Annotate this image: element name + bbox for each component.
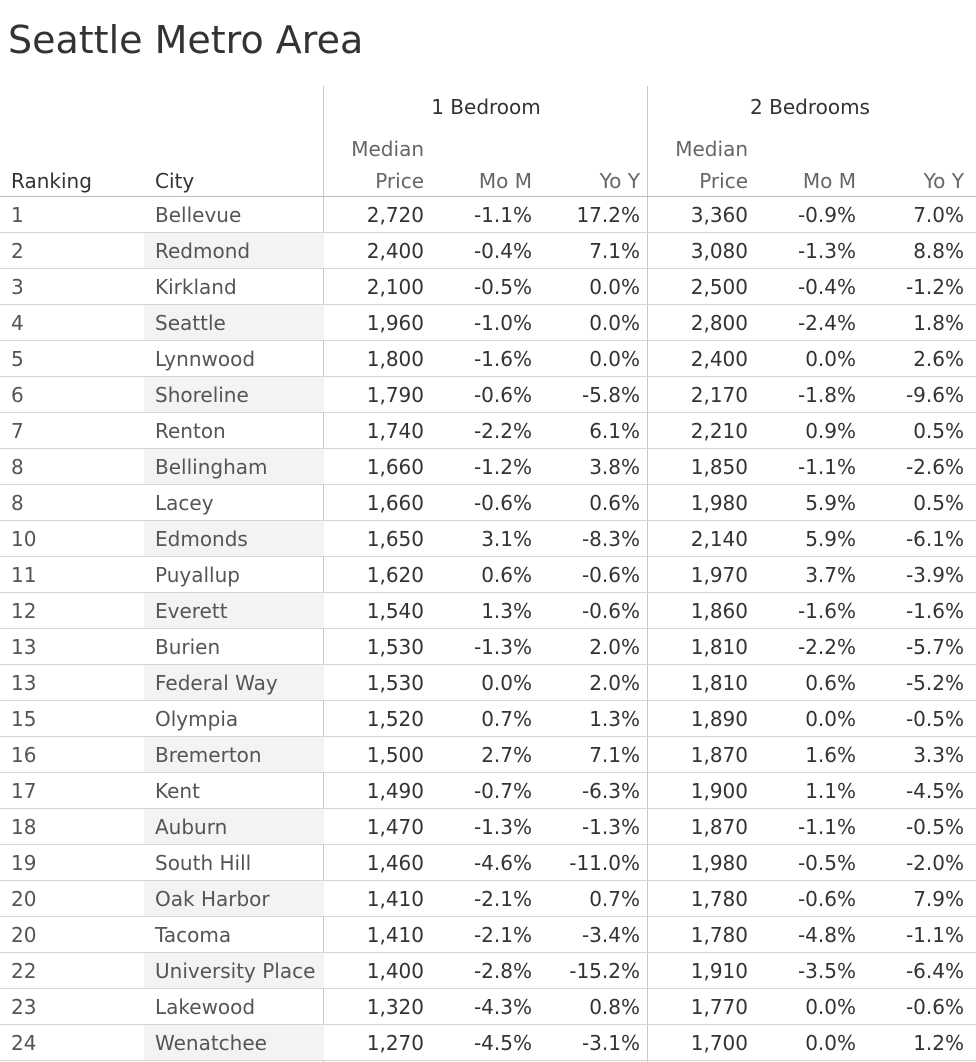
table-row bbox=[0, 341, 976, 377]
median-2bed-cell: 1,890 bbox=[690, 707, 748, 731]
city-cell: Bellevue bbox=[155, 203, 242, 227]
median-2bed-cell: 1,970 bbox=[690, 563, 748, 587]
city-cell: Olympia bbox=[155, 707, 239, 731]
ranking-cell: 3 bbox=[11, 275, 24, 299]
yoy-2bed-cell: -5.2% bbox=[905, 671, 964, 695]
mom-2bed-cell: -0.4% bbox=[797, 275, 856, 299]
median-1bed-cell: 1,270 bbox=[366, 1031, 424, 1055]
ranking-cell: 8 bbox=[11, 491, 24, 515]
mom-1bed-cell: -0.6% bbox=[473, 491, 532, 515]
table-row bbox=[0, 701, 976, 737]
median-2bed-cell: 1,810 bbox=[690, 635, 748, 659]
table-row bbox=[0, 233, 976, 269]
city-cell: Edmonds bbox=[155, 527, 248, 551]
ranking-cell: 5 bbox=[11, 347, 24, 371]
ranking-cell: 13 bbox=[11, 635, 37, 659]
header-city: City bbox=[155, 169, 195, 193]
mom-2bed-cell: 0.0% bbox=[805, 995, 856, 1019]
yoy-2bed-cell: 1.2% bbox=[913, 1031, 964, 1055]
ranking-cell: 24 bbox=[11, 1031, 37, 1055]
median-2bed-cell: 1,870 bbox=[690, 743, 748, 767]
mom-2bed-cell: -1.3% bbox=[797, 239, 856, 263]
mom-1bed-cell: 0.0% bbox=[481, 671, 532, 695]
table-row bbox=[0, 593, 976, 629]
yoy-2bed-cell: -4.5% bbox=[905, 779, 964, 803]
header-1bed-yoy: Yo Y bbox=[599, 169, 640, 193]
mom-2bed-cell: 0.0% bbox=[805, 347, 856, 371]
mom-1bed-cell: -2.1% bbox=[473, 887, 532, 911]
ranking-cell: 23 bbox=[11, 995, 37, 1019]
mom-1bed-cell: -4.3% bbox=[473, 995, 532, 1019]
city-cell: University Place bbox=[155, 959, 316, 983]
header-2bed-yoy: Yo Y bbox=[923, 169, 964, 193]
yoy-1bed-cell: 17.2% bbox=[576, 203, 640, 227]
ranking-cell: 12 bbox=[11, 599, 37, 623]
table-row bbox=[0, 989, 976, 1025]
yoy-1bed-cell: 6.1% bbox=[589, 419, 640, 443]
header-2bed-median-line2: Price bbox=[699, 169, 748, 193]
yoy-1bed-cell: -8.3% bbox=[581, 527, 640, 551]
city-cell: Bellingham bbox=[155, 455, 268, 479]
mom-2bed-cell: -1.1% bbox=[797, 455, 856, 479]
yoy-1bed-cell: 0.8% bbox=[589, 995, 640, 1019]
median-2bed-cell: 3,360 bbox=[690, 203, 748, 227]
ranking-cell: 10 bbox=[11, 527, 37, 551]
median-2bed-cell: 2,800 bbox=[690, 311, 748, 335]
mom-1bed-cell: -2.8% bbox=[473, 959, 532, 983]
yoy-1bed-cell: 2.0% bbox=[589, 671, 640, 695]
table-row bbox=[0, 629, 976, 665]
city-cell: Auburn bbox=[155, 815, 228, 839]
median-1bed-cell: 1,490 bbox=[366, 779, 424, 803]
mom-2bed-cell: -1.6% bbox=[797, 599, 856, 623]
city-cell: Shoreline bbox=[155, 383, 249, 407]
mom-2bed-cell: 5.9% bbox=[805, 527, 856, 551]
city-cell: Seattle bbox=[155, 311, 226, 335]
median-2bed-cell: 2,400 bbox=[690, 347, 748, 371]
header-ranking: Ranking bbox=[11, 169, 92, 193]
table-row bbox=[0, 485, 976, 521]
median-2bed-cell: 2,170 bbox=[690, 383, 748, 407]
city-cell: Kirkland bbox=[155, 275, 237, 299]
city-cell: Kent bbox=[155, 779, 200, 803]
median-1bed-cell: 1,460 bbox=[366, 851, 424, 875]
rent-table bbox=[0, 86, 976, 1062]
yoy-1bed-cell: 3.8% bbox=[589, 455, 640, 479]
median-1bed-cell: 1,400 bbox=[366, 959, 424, 983]
ranking-cell: 18 bbox=[11, 815, 37, 839]
median-1bed-cell: 2,400 bbox=[366, 239, 424, 263]
table-row bbox=[0, 305, 976, 341]
table-row bbox=[0, 845, 976, 881]
ranking-cell: 4 bbox=[11, 311, 24, 335]
mom-1bed-cell: 1.3% bbox=[481, 599, 532, 623]
mom-2bed-cell: -0.6% bbox=[797, 887, 856, 911]
table-row bbox=[0, 881, 976, 917]
median-1bed-cell: 1,530 bbox=[366, 671, 424, 695]
yoy-1bed-cell: 0.0% bbox=[589, 347, 640, 371]
city-cell: Lakewood bbox=[155, 995, 256, 1019]
city-cell: Federal Way bbox=[155, 671, 278, 695]
table-row bbox=[0, 917, 976, 953]
yoy-1bed-cell: -3.1% bbox=[581, 1031, 640, 1055]
mom-1bed-cell: -4.5% bbox=[473, 1031, 532, 1055]
mom-1bed-cell: -1.0% bbox=[473, 311, 532, 335]
table-row bbox=[0, 413, 976, 449]
yoy-1bed-cell: 0.7% bbox=[589, 887, 640, 911]
yoy-1bed-cell: 0.0% bbox=[589, 275, 640, 299]
mom-2bed-cell: -0.5% bbox=[797, 851, 856, 875]
header-1bed-median-line2: Price bbox=[375, 169, 424, 193]
yoy-2bed-cell: -6.4% bbox=[905, 959, 964, 983]
header-2bed-mom: Mo M bbox=[802, 169, 856, 193]
row-rule bbox=[0, 1060, 976, 1061]
median-2bed-cell: 1,870 bbox=[690, 815, 748, 839]
yoy-1bed-cell: 1.3% bbox=[589, 707, 640, 731]
median-2bed-cell: 2,140 bbox=[690, 527, 748, 551]
yoy-2bed-cell: -0.5% bbox=[905, 707, 964, 731]
ranking-cell: 15 bbox=[11, 707, 37, 731]
mom-2bed-cell: 1.6% bbox=[805, 743, 856, 767]
city-cell: Puyallup bbox=[155, 563, 240, 587]
ranking-cell: 11 bbox=[11, 563, 37, 587]
mom-1bed-cell: 0.6% bbox=[481, 563, 532, 587]
median-2bed-cell: 1,700 bbox=[690, 1031, 748, 1055]
mom-2bed-cell: -2.4% bbox=[797, 311, 856, 335]
header-2bed-median-line1: Median bbox=[675, 137, 748, 161]
mom-2bed-cell: 3.7% bbox=[805, 563, 856, 587]
table-row bbox=[0, 665, 976, 701]
median-1bed-cell: 1,650 bbox=[366, 527, 424, 551]
yoy-1bed-cell: -0.6% bbox=[581, 563, 640, 587]
table-row bbox=[0, 197, 976, 233]
median-1bed-cell: 1,800 bbox=[366, 347, 424, 371]
median-1bed-cell: 1,410 bbox=[366, 923, 424, 947]
mom-2bed-cell: 5.9% bbox=[805, 491, 856, 515]
table-row bbox=[0, 449, 976, 485]
city-cell: Everett bbox=[155, 599, 228, 623]
yoy-1bed-cell: 0.6% bbox=[589, 491, 640, 515]
median-2bed-cell: 1,860 bbox=[690, 599, 748, 623]
yoy-2bed-cell: 8.8% bbox=[913, 239, 964, 263]
mom-2bed-cell: -3.5% bbox=[797, 959, 856, 983]
yoy-2bed-cell: -9.6% bbox=[905, 383, 964, 407]
yoy-1bed-cell: 7.1% bbox=[589, 239, 640, 263]
table-row bbox=[0, 521, 976, 557]
yoy-2bed-cell: -1.1% bbox=[905, 923, 964, 947]
mom-2bed-cell: 0.6% bbox=[805, 671, 856, 695]
yoy-2bed-cell: 7.9% bbox=[913, 887, 964, 911]
median-2bed-cell: 1,780 bbox=[690, 887, 748, 911]
median-1bed-cell: 1,410 bbox=[366, 887, 424, 911]
city-cell: Lacey bbox=[155, 491, 214, 515]
mom-2bed-cell: -4.8% bbox=[797, 923, 856, 947]
city-cell: South Hill bbox=[155, 851, 252, 875]
yoy-2bed-cell: -0.6% bbox=[905, 995, 964, 1019]
median-1bed-cell: 2,720 bbox=[366, 203, 424, 227]
yoy-2bed-cell: -6.1% bbox=[905, 527, 964, 551]
mom-2bed-cell: -2.2% bbox=[797, 635, 856, 659]
ranking-cell: 19 bbox=[11, 851, 37, 875]
header-1bed-median-line1: Median bbox=[351, 137, 424, 161]
group-header-2-bedrooms: 2 Bedrooms bbox=[750, 95, 870, 119]
ranking-cell: 6 bbox=[11, 383, 24, 407]
mom-1bed-cell: -1.3% bbox=[473, 815, 532, 839]
median-1bed-cell: 1,960 bbox=[366, 311, 424, 335]
ranking-cell: 2 bbox=[11, 239, 24, 263]
yoy-1bed-cell: -1.3% bbox=[581, 815, 640, 839]
median-1bed-cell: 1,470 bbox=[366, 815, 424, 839]
mom-1bed-cell: -0.6% bbox=[473, 383, 532, 407]
table-row bbox=[0, 377, 976, 413]
ranking-cell: 1 bbox=[11, 203, 24, 227]
city-cell: Wenatchee bbox=[155, 1031, 267, 1055]
yoy-2bed-cell: -2.0% bbox=[905, 851, 964, 875]
median-1bed-cell: 2,100 bbox=[366, 275, 424, 299]
yoy-2bed-cell: -3.9% bbox=[905, 563, 964, 587]
city-cell: Redmond bbox=[155, 239, 251, 263]
city-cell: Burien bbox=[155, 635, 221, 659]
mom-1bed-cell: 3.1% bbox=[481, 527, 532, 551]
mom-1bed-cell: -1.2% bbox=[473, 455, 532, 479]
median-1bed-cell: 1,530 bbox=[366, 635, 424, 659]
ranking-cell: 16 bbox=[11, 743, 37, 767]
table-row bbox=[0, 773, 976, 809]
city-cell: Lynnwood bbox=[155, 347, 256, 371]
header-1bed-mom: Mo M bbox=[478, 169, 532, 193]
city-cell: Bremerton bbox=[155, 743, 262, 767]
median-1bed-cell: 1,790 bbox=[366, 383, 424, 407]
yoy-1bed-cell: 2.0% bbox=[589, 635, 640, 659]
yoy-2bed-cell: 2.6% bbox=[913, 347, 964, 371]
mom-2bed-cell: -1.8% bbox=[797, 383, 856, 407]
mom-2bed-cell: 0.9% bbox=[805, 419, 856, 443]
mom-1bed-cell: -2.2% bbox=[473, 419, 532, 443]
mom-1bed-cell: -2.1% bbox=[473, 923, 532, 947]
yoy-2bed-cell: -2.6% bbox=[905, 455, 964, 479]
mom-1bed-cell: 0.7% bbox=[481, 707, 532, 731]
ranking-cell: 13 bbox=[11, 671, 37, 695]
yoy-2bed-cell: -0.5% bbox=[905, 815, 964, 839]
median-2bed-cell: 1,810 bbox=[690, 671, 748, 695]
ranking-cell: 20 bbox=[11, 887, 37, 911]
median-1bed-cell: 1,740 bbox=[366, 419, 424, 443]
median-2bed-cell: 1,980 bbox=[690, 491, 748, 515]
mom-2bed-cell: 0.0% bbox=[805, 707, 856, 731]
median-2bed-cell: 1,900 bbox=[690, 779, 748, 803]
ranking-cell: 7 bbox=[11, 419, 24, 443]
city-cell: Tacoma bbox=[155, 923, 232, 947]
ranking-cell: 17 bbox=[11, 779, 37, 803]
yoy-2bed-cell: 0.5% bbox=[913, 419, 964, 443]
table-row bbox=[0, 557, 976, 593]
mom-1bed-cell: -1.3% bbox=[473, 635, 532, 659]
median-2bed-cell: 1,770 bbox=[690, 995, 748, 1019]
mom-1bed-cell: 2.7% bbox=[481, 743, 532, 767]
table-row bbox=[0, 1025, 976, 1061]
median-1bed-cell: 1,500 bbox=[366, 743, 424, 767]
yoy-2bed-cell: 3.3% bbox=[913, 743, 964, 767]
mom-2bed-cell: -0.9% bbox=[797, 203, 856, 227]
ranking-cell: 22 bbox=[11, 959, 37, 983]
median-1bed-cell: 1,660 bbox=[366, 491, 424, 515]
mom-1bed-cell: -0.5% bbox=[473, 275, 532, 299]
table-row bbox=[0, 269, 976, 305]
table-row bbox=[0, 809, 976, 845]
mom-1bed-cell: -1.6% bbox=[473, 347, 532, 371]
yoy-1bed-cell: -15.2% bbox=[569, 959, 640, 983]
yoy-2bed-cell: 0.5% bbox=[913, 491, 964, 515]
median-2bed-cell: 1,910 bbox=[690, 959, 748, 983]
median-2bed-cell: 3,080 bbox=[690, 239, 748, 263]
yoy-1bed-cell: -11.0% bbox=[569, 851, 640, 875]
city-cell: Renton bbox=[155, 419, 226, 443]
yoy-2bed-cell: 7.0% bbox=[913, 203, 964, 227]
median-2bed-cell: 2,210 bbox=[690, 419, 748, 443]
mom-1bed-cell: -0.4% bbox=[473, 239, 532, 263]
median-1bed-cell: 1,540 bbox=[366, 599, 424, 623]
mom-1bed-cell: -4.6% bbox=[473, 851, 532, 875]
yoy-1bed-cell: -0.6% bbox=[581, 599, 640, 623]
yoy-1bed-cell: -5.8% bbox=[581, 383, 640, 407]
yoy-2bed-cell: -1.6% bbox=[905, 599, 964, 623]
mom-1bed-cell: -0.7% bbox=[473, 779, 532, 803]
mom-1bed-cell: -1.1% bbox=[473, 203, 532, 227]
median-2bed-cell: 1,850 bbox=[690, 455, 748, 479]
median-1bed-cell: 1,620 bbox=[366, 563, 424, 587]
median-2bed-cell: 1,780 bbox=[690, 923, 748, 947]
yoy-2bed-cell: -5.7% bbox=[905, 635, 964, 659]
median-2bed-cell: 2,500 bbox=[690, 275, 748, 299]
city-cell: Oak Harbor bbox=[155, 887, 270, 911]
mom-2bed-cell: 0.0% bbox=[805, 1031, 856, 1055]
group-header-1-bedroom: 1 Bedroom bbox=[431, 95, 541, 119]
page-title: Seattle Metro Area bbox=[8, 18, 364, 62]
table-row bbox=[0, 953, 976, 989]
mom-2bed-cell: -1.1% bbox=[797, 815, 856, 839]
ranking-cell: 8 bbox=[11, 455, 24, 479]
table-row bbox=[0, 737, 976, 773]
yoy-1bed-cell: -6.3% bbox=[581, 779, 640, 803]
median-1bed-cell: 1,660 bbox=[366, 455, 424, 479]
yoy-2bed-cell: -1.2% bbox=[905, 275, 964, 299]
yoy-1bed-cell: 0.0% bbox=[589, 311, 640, 335]
ranking-cell: 20 bbox=[11, 923, 37, 947]
median-1bed-cell: 1,520 bbox=[366, 707, 424, 731]
mom-2bed-cell: 1.1% bbox=[805, 779, 856, 803]
yoy-2bed-cell: 1.8% bbox=[913, 311, 964, 335]
median-2bed-cell: 1,980 bbox=[690, 851, 748, 875]
median-1bed-cell: 1,320 bbox=[366, 995, 424, 1019]
yoy-1bed-cell: 7.1% bbox=[589, 743, 640, 767]
yoy-1bed-cell: -3.4% bbox=[581, 923, 640, 947]
